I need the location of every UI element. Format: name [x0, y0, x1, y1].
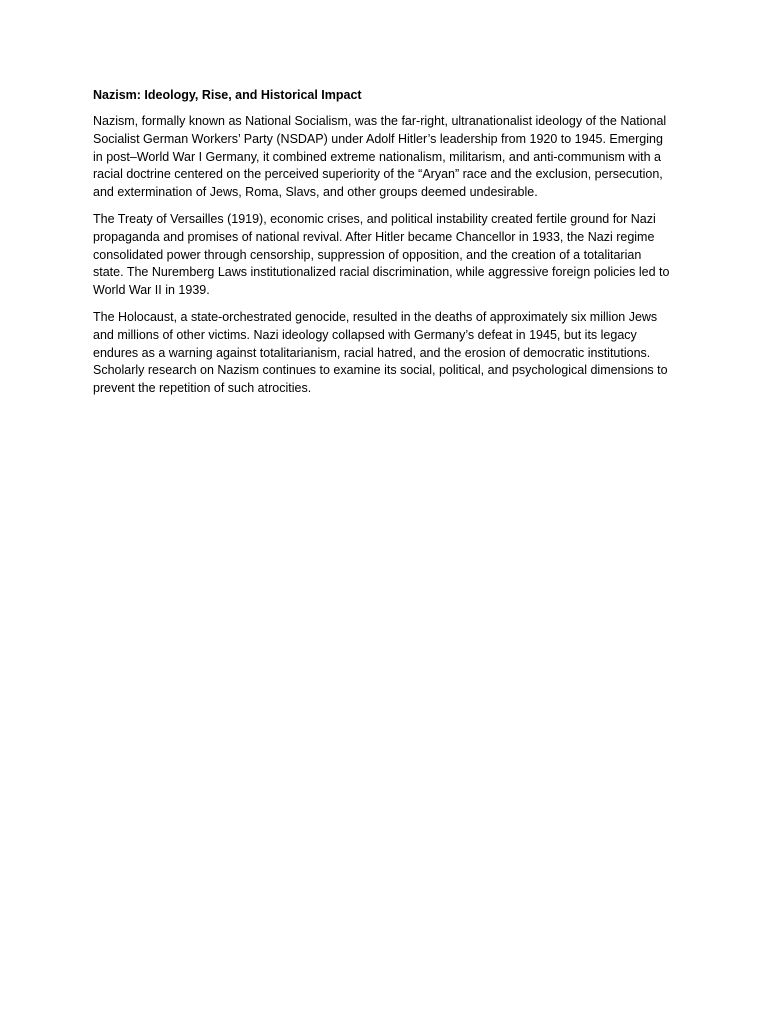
- paragraph-rise: The Treaty of Versailles (1919), economic crises, and political instability created fertile ground for Nazi propaganda and promises of national revival. After Hitler became Chancellor in 1933, the Nazi regime consolidated power through censorship, suppression of opposition, and the creation of a totalitarian state. The Nuremberg Laws institutionalized racial discrimination, while aggressive foreign policies led to World War II in 1939.: [93, 211, 670, 298]
- document-title: Nazism: Ideology, Rise, and Historical Impact: [93, 88, 362, 102]
- paragraph-intro: Nazism, formally known as National Socialism, was the far-right, ultranationalist ideology of the National Socialist German Workers’ Party (NSDAP) under Adolf Hitler’s leadership from 1920 to 1945. Emerging in post–World War I Germany, it combined extreme nationalism, militarism, and anti-communism with a racial doctrine centered on the perceived superiority of the “Aryan” race and the exclusion, persecution, and extermination of Jews, Roma, Slavs, and other groups deemed undesirable.: [93, 114, 667, 200]
- paragraph-impact: The Holocaust, a state-orchestrated genocide, resulted in the deaths of approximately six million Jews and millions of other victims. Nazi ideology collapsed with Germany’s defeat in 1945, but its legacy endures as a warning against totalitarianism, racial hatred, and the erosion of democratic institutions. Scholarly research on Nazism continues to examine its social, political, and psychological dimensions to prevent the repetition of such atrocities.: [93, 309, 668, 396]
